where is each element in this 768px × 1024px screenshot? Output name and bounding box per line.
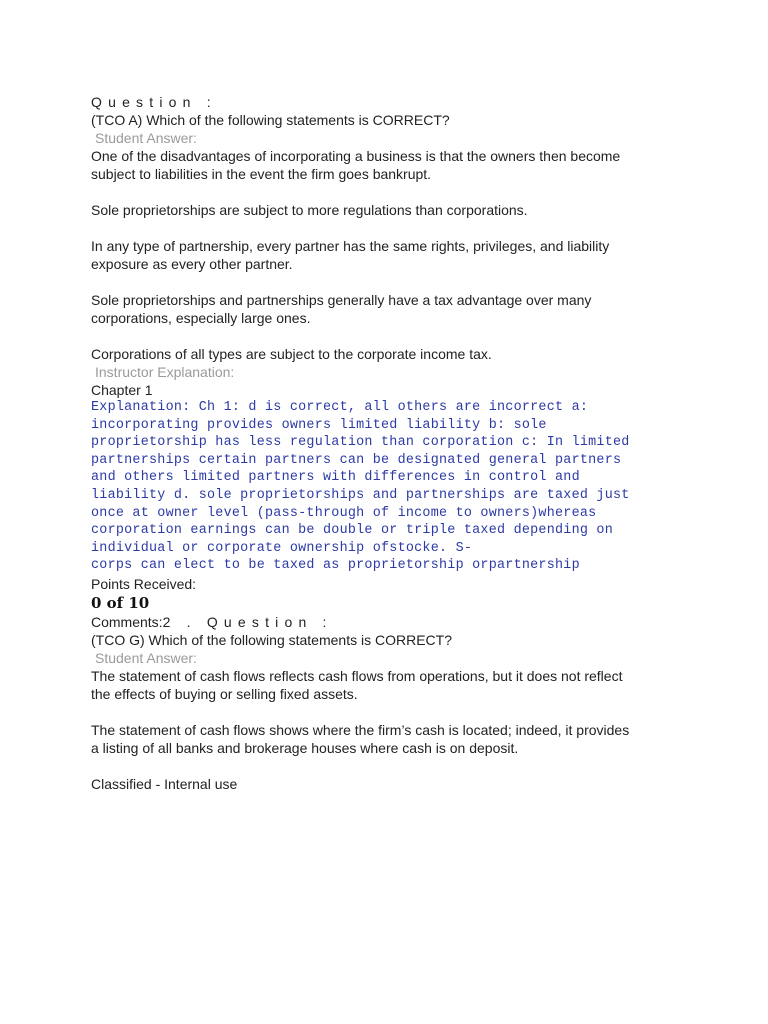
answer-option-line: exposure as every other partner. bbox=[91, 256, 293, 272]
student-answer-label: Student Answer: bbox=[95, 130, 197, 146]
explanation-line: proprietorship has less regulation than corporation c: In limited bbox=[91, 435, 630, 451]
answer-option-b bbox=[91, 721, 691, 757]
explanation-line: and others limited partners with differences in control and bbox=[91, 470, 580, 486]
answer-option-line: corporations, especially large ones. bbox=[91, 310, 311, 326]
answer-option-line: Sole proprietorships are subject to more regulations than corporations. bbox=[91, 202, 528, 218]
answer-option-line: The statement of cash flows reflects cash flows from operations, but it does not reflect bbox=[91, 667, 623, 684]
answer-option-line: the effects of buying or selling fixed assets. bbox=[91, 685, 358, 702]
explanation-line: corporation earnings can be double or triple taxed depending on bbox=[91, 523, 613, 539]
explanation-line: once at owner level (pass-through of income to owners)whereas bbox=[91, 505, 597, 521]
student-answer-label: Student Answer: bbox=[95, 649, 197, 666]
answer-option-d bbox=[91, 291, 691, 327]
answer-option-c bbox=[91, 237, 691, 273]
question-1-heading: Question : bbox=[91, 94, 217, 110]
explanation-line: corps can elect to be taxed as proprietorship orpartnership bbox=[91, 558, 580, 574]
answer-option-b bbox=[91, 201, 691, 219]
answer-option-line: In any type of partnership, every partner has the same rights, privileges, and liability bbox=[91, 238, 610, 254]
comments-label: Comments: bbox=[91, 613, 163, 630]
explanation-line: incorporating provides owners limited liability b: sole bbox=[91, 417, 547, 433]
classification-footer: Classified - Internal use bbox=[91, 775, 238, 792]
question-2-text: (TCO G) Which of the following statements is CORRECT? bbox=[91, 631, 452, 648]
answer-option-line: The statement of cash flows shows where the firm’s cash is located; indeed, it provides bbox=[91, 721, 630, 738]
explanation-line: individual or corporate ownership ofstocke. S- bbox=[91, 540, 473, 556]
explanation-line: liability d. sole proprietorships and partnerships are taxed just bbox=[91, 487, 630, 503]
document-page bbox=[91, 93, 691, 793]
question-2-heading: 2 . Question : bbox=[162, 613, 333, 630]
points-received-label: Points Received: bbox=[91, 575, 197, 592]
answer-option-line: One of the disadvantages of incorporating a business is that the owners then become bbox=[91, 148, 621, 164]
answer-option-line: Sole proprietorships and partnerships generally have a tax advantage over many bbox=[91, 292, 592, 308]
answer-option-e bbox=[91, 345, 691, 363]
explanation-line: Explanation: Ch 1: d is correct, all others are incorrect a: bbox=[91, 400, 589, 415]
question-2-header-row bbox=[91, 613, 691, 631]
chapter-label: Chapter 1 bbox=[91, 382, 153, 398]
score-value: 0 of 10 bbox=[91, 593, 150, 612]
answer-option-a bbox=[91, 147, 691, 183]
answer-option-line: subject to liabilities in the event the firm goes bankrupt. bbox=[91, 166, 432, 182]
answer-option-line: Corporations of all types are subject to the corporate income tax. bbox=[91, 346, 492, 362]
answer-option-a bbox=[91, 667, 691, 703]
explanation-text bbox=[91, 399, 691, 575]
question-1-text: (TCO A) Which of the following statements is CORRECT? bbox=[91, 112, 450, 128]
instructor-explanation-label: Instructor Explanation: bbox=[95, 364, 235, 380]
answer-option-line: a listing of all banks and brokerage houses where cash is on deposit. bbox=[91, 739, 519, 756]
explanation-line: partnerships certain partners can be designated general partners bbox=[91, 452, 622, 468]
